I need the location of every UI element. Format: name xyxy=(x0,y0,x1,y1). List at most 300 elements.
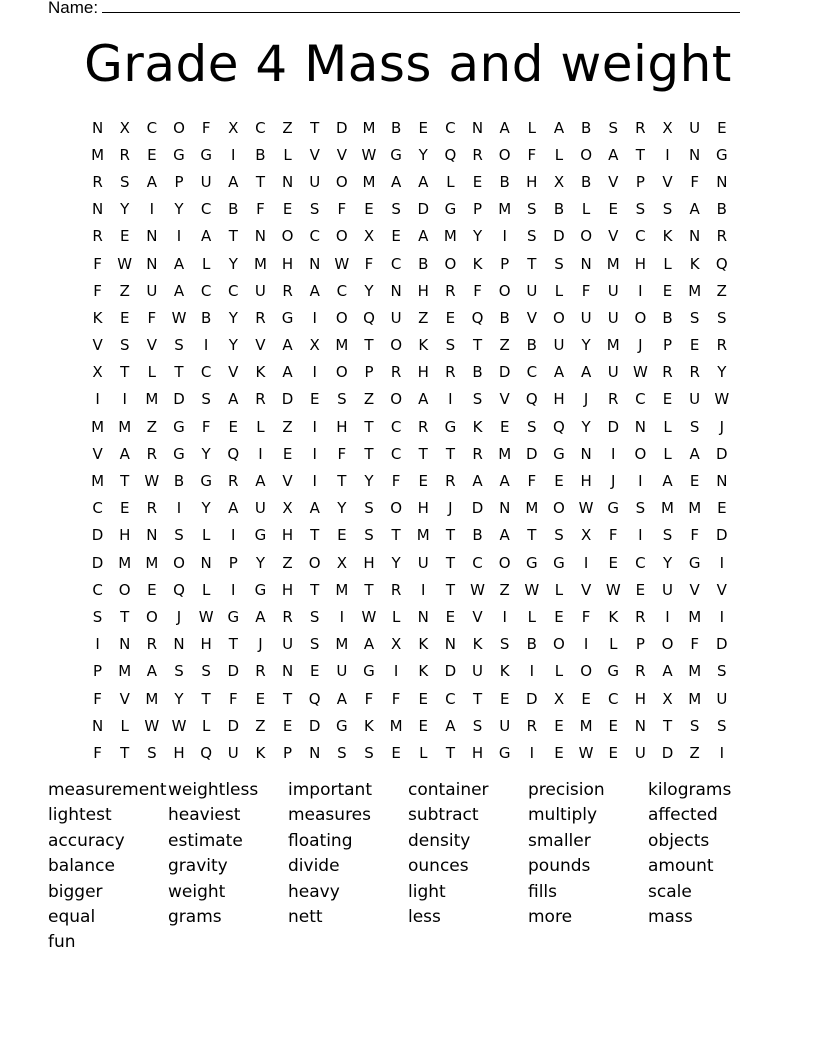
grid-letter: P xyxy=(635,635,645,654)
grid-letter: B xyxy=(200,308,212,327)
grid-letter: I xyxy=(339,607,345,626)
grid-letter: G xyxy=(526,553,538,572)
grid-letter: R xyxy=(472,444,483,463)
grid-letter: L xyxy=(581,200,591,219)
grid-letter: S xyxy=(527,417,537,436)
grid-letter: U xyxy=(336,662,348,681)
grid-letter: G xyxy=(363,662,375,681)
word-list-item: heavy xyxy=(288,881,340,902)
grid-letter: M xyxy=(91,417,105,436)
grid-letter: R xyxy=(635,607,646,626)
grid-letter: W xyxy=(632,363,648,382)
page-title: Grade 4 Mass and weight xyxy=(84,35,732,93)
grid-letter: L xyxy=(527,607,536,626)
grid-letter: A xyxy=(173,254,185,273)
grid-letter: S xyxy=(174,526,184,545)
grid-letter: C xyxy=(200,363,212,382)
grid-letter: R xyxy=(716,227,728,246)
grid-letter: D xyxy=(417,200,430,219)
grid-letter: B xyxy=(418,254,429,273)
grid-letter: T xyxy=(527,526,537,545)
grid-letter: M xyxy=(362,172,376,191)
grid-letter: N xyxy=(309,743,321,762)
grid-letter: Y xyxy=(255,553,265,572)
grid-letter: M xyxy=(335,635,349,654)
grid-letter: R xyxy=(445,472,456,491)
word-list-item: estimate xyxy=(168,830,243,851)
grid-letter: B xyxy=(553,200,565,219)
grid-letter: S xyxy=(527,200,537,219)
grid-letter: Y xyxy=(418,145,428,164)
grid-letter: G xyxy=(607,662,620,681)
grid-letter: O xyxy=(335,308,348,327)
grid-letter: O xyxy=(281,227,294,246)
grid-letter: X xyxy=(228,118,239,137)
grid-letter: B xyxy=(228,200,239,219)
grid-letter: I xyxy=(502,227,507,246)
grid-letter: C xyxy=(309,227,320,246)
grid-letter: O xyxy=(634,444,647,463)
grid-letter: P xyxy=(283,743,293,762)
grid-row xyxy=(84,304,735,331)
grid-letter: I xyxy=(502,607,507,626)
grid-letter: H xyxy=(281,580,294,599)
grid-letter: U xyxy=(689,118,701,137)
grid-letter: G xyxy=(444,417,457,436)
grid-letter: F xyxy=(473,281,482,300)
word-list-item: floating xyxy=(288,830,353,851)
grid-letter: N xyxy=(471,118,484,137)
grid-letter: E xyxy=(391,227,401,246)
grid-letter: U xyxy=(553,336,565,355)
grid-letter: J xyxy=(258,635,263,654)
grid-row xyxy=(84,141,735,168)
grid-letter: Y xyxy=(228,308,238,327)
grid-letter: A xyxy=(580,363,592,382)
grid-letter: U xyxy=(472,662,484,681)
grid-letter: R xyxy=(146,635,158,654)
grid-row xyxy=(84,685,735,712)
grid-letter: I xyxy=(312,308,317,327)
grid-letter: W xyxy=(605,580,621,599)
grid-letter: L xyxy=(201,716,211,735)
grid-letter: E xyxy=(608,743,618,762)
grid-row xyxy=(84,440,735,467)
grid-letter: T xyxy=(310,118,320,137)
grid-letter: C xyxy=(200,200,212,219)
word-list-item: fun xyxy=(48,932,76,953)
grid-letter: L xyxy=(527,118,536,137)
grid-letter: Y xyxy=(717,363,727,382)
grid-letter: S xyxy=(309,635,320,654)
grid-letter: I xyxy=(149,200,155,219)
grid-letter: E xyxy=(119,499,130,518)
grid-letter: N xyxy=(580,444,592,463)
grid-letter: G xyxy=(553,444,565,463)
grid-letter: V xyxy=(608,172,619,191)
grid-row xyxy=(84,467,735,494)
grid-letter: G xyxy=(607,499,620,518)
grid-letter: A xyxy=(255,607,266,626)
grid-letter: E xyxy=(662,281,673,300)
grid-letter: C xyxy=(445,689,456,708)
grid-letter: R xyxy=(282,607,293,626)
grid-letter: Z xyxy=(282,553,293,572)
grid-letter: T xyxy=(445,444,455,463)
grid-letter: C xyxy=(390,417,402,436)
grid-letter: X xyxy=(119,118,130,137)
grid-letter: S xyxy=(445,336,456,355)
grid-letter: Y xyxy=(391,553,401,572)
grid-letter: Q xyxy=(200,743,213,762)
grid-letter: Z xyxy=(689,743,700,762)
grid-letter: X xyxy=(662,689,673,708)
grid-letter: N xyxy=(634,417,646,436)
grid-letter: A xyxy=(228,172,239,191)
grid-letter: I xyxy=(393,662,399,681)
grid-letter: E xyxy=(608,553,618,572)
grid-letter: I xyxy=(448,390,453,409)
grid-letter: O xyxy=(335,227,348,246)
grid-letter: H xyxy=(281,526,294,545)
grid-letter: T xyxy=(527,254,537,273)
word-list-item: subtract xyxy=(408,805,479,826)
grid-letter: O xyxy=(580,145,592,164)
grid-letter: I xyxy=(665,145,670,164)
grid-letter: Y xyxy=(581,417,591,436)
grid-letter: M xyxy=(606,336,620,355)
grid-letter: P xyxy=(663,336,673,355)
grid-letter: R xyxy=(282,281,293,300)
grid-letter: O xyxy=(335,363,348,382)
grid-letter: L xyxy=(201,580,211,599)
grid-letter: M xyxy=(606,254,620,273)
word-list-item: kilograms xyxy=(648,780,732,800)
word-list-item: affected xyxy=(648,805,718,826)
grid-letter: C xyxy=(608,689,619,708)
grid-letter: A xyxy=(173,281,185,300)
grid-letter: N xyxy=(146,254,158,273)
grid-letter: C xyxy=(146,118,158,137)
grid-letter: V xyxy=(92,336,103,355)
grid-letter: Q xyxy=(471,308,484,327)
grid-letter: T xyxy=(635,145,645,164)
grid-letter: N xyxy=(281,172,294,191)
word-search-grid xyxy=(84,114,735,767)
grid-letter: T xyxy=(337,472,347,491)
grid-letter: E xyxy=(418,689,428,708)
grid-letter: A xyxy=(282,336,293,355)
grid-letter: I xyxy=(529,662,535,681)
grid-letter: G xyxy=(553,553,565,572)
grid-letter: E xyxy=(554,472,564,491)
grid-letter: O xyxy=(553,308,565,327)
grid-letter: I xyxy=(176,499,182,518)
grid-letter: S xyxy=(147,743,157,762)
grid-letter: O xyxy=(308,553,321,572)
grid-letter: W xyxy=(524,580,540,599)
grid-letter: J xyxy=(583,390,589,409)
grid-letter: A xyxy=(309,499,320,518)
grid-letter: N xyxy=(689,145,701,164)
grid-letter: A xyxy=(445,716,456,735)
grid-letter: W xyxy=(578,499,594,518)
grid-letter: O xyxy=(118,580,131,599)
grid-letter: D xyxy=(607,417,620,436)
grid-letter: E xyxy=(418,118,428,137)
grid-letter: G xyxy=(336,716,348,735)
word-list-item: equal xyxy=(48,906,96,927)
grid-letter: Z xyxy=(146,417,157,436)
word-list-item: less xyxy=(408,906,441,927)
grid-letter: E xyxy=(147,580,157,599)
word-list-item: balance xyxy=(48,856,115,877)
grid-letter: M xyxy=(91,472,105,491)
grid-letter: M xyxy=(688,662,702,681)
grid-letter: B xyxy=(716,200,727,219)
grid-letter: L xyxy=(554,580,564,599)
grid-letter: M xyxy=(145,553,159,572)
grid-letter: L xyxy=(663,444,672,463)
grid-letter: F xyxy=(581,607,591,626)
grid-letter: J xyxy=(448,499,453,518)
grid-letter: W xyxy=(714,390,730,409)
grid-letter: R xyxy=(146,444,158,463)
grid-letter: F xyxy=(690,635,699,654)
grid-letter: L xyxy=(201,526,211,545)
word-list-item: divide xyxy=(288,856,340,877)
grid-row xyxy=(84,413,735,440)
grid-letter: E xyxy=(554,716,564,735)
grid-letter: S xyxy=(119,336,130,355)
grid-row xyxy=(84,277,735,304)
grid-letter: U xyxy=(146,281,158,300)
grid-letter: H xyxy=(634,254,647,273)
grid-letter: S xyxy=(391,200,401,219)
grid-letter: G xyxy=(254,580,267,599)
grid-letter: E xyxy=(445,607,456,626)
grid-letter: F xyxy=(228,689,238,708)
grid-letter: D xyxy=(661,743,674,762)
grid-letter: T xyxy=(120,472,130,491)
grid-row xyxy=(84,549,735,576)
grid-letter: I xyxy=(611,444,616,463)
grid-letter: I xyxy=(529,743,535,762)
grid-letter: G xyxy=(715,145,728,164)
grid-letter: M xyxy=(118,417,132,436)
grid-letter: E xyxy=(309,662,320,681)
grid-letter: Y xyxy=(201,444,211,463)
grid-letter: Y xyxy=(337,499,347,518)
grid-letter: Y xyxy=(364,281,374,300)
grid-letter: A xyxy=(255,472,266,491)
grid-letter: T xyxy=(120,743,130,762)
grid-letter: N xyxy=(716,472,728,491)
grid-letter: V xyxy=(526,308,537,327)
grid-letter: E xyxy=(717,499,727,518)
grid-letter: Y xyxy=(174,689,184,708)
word-list-item: more xyxy=(528,906,573,927)
grid-letter: T xyxy=(391,526,401,545)
grid-letter: Z xyxy=(282,417,293,436)
grid-letter: F xyxy=(256,200,265,219)
grid-letter: P xyxy=(364,363,374,382)
grid-letter: E xyxy=(337,526,347,545)
grid-letter: I xyxy=(719,743,725,762)
grid-letter: X xyxy=(553,172,565,191)
grid-letter: L xyxy=(201,254,211,273)
grid-letter: K xyxy=(255,743,266,762)
grid-row xyxy=(84,196,735,223)
grid-letter: E xyxy=(689,472,700,491)
grid-letter: X xyxy=(662,118,673,137)
grid-letter: D xyxy=(227,662,240,681)
grid-letter: L xyxy=(554,145,564,164)
grid-row xyxy=(84,658,735,685)
grid-letter: Z xyxy=(499,336,510,355)
grid-letter: V xyxy=(146,336,157,355)
grid-letter: V xyxy=(689,580,700,599)
grid-letter: D xyxy=(716,444,728,463)
grid-letter: S xyxy=(119,172,130,191)
grid-row xyxy=(84,223,735,250)
grid-letter: T xyxy=(120,363,130,382)
word-list-item: fills xyxy=(528,881,558,902)
name-blank-line xyxy=(102,0,740,13)
grid-letter: U xyxy=(607,308,619,327)
word-list-item: bigger xyxy=(48,881,103,902)
grid-letter: X xyxy=(580,526,592,545)
grid-letter: I xyxy=(719,553,725,572)
grid-letter: Y xyxy=(120,200,130,219)
grid-letter: L xyxy=(554,662,564,681)
grid-letter: L xyxy=(609,635,618,654)
grid-letter: M xyxy=(389,716,403,735)
grid-letter: O xyxy=(498,553,511,572)
grid-letter: I xyxy=(95,390,100,409)
name-label: Name: xyxy=(48,0,99,17)
grid-letter: V xyxy=(309,145,320,164)
grid-letter: S xyxy=(309,607,320,626)
grid-letter: R xyxy=(526,716,538,735)
grid-letter: S xyxy=(717,308,727,327)
grid-letter: F xyxy=(581,281,591,300)
word-list-item: ounces xyxy=(408,856,469,877)
grid-letter: M xyxy=(335,336,349,355)
grid-letter: F xyxy=(527,472,537,491)
grid-letter: N xyxy=(390,281,402,300)
grid-letter: O xyxy=(498,281,511,300)
grid-letter: S xyxy=(717,716,727,735)
grid-letter: D xyxy=(308,716,321,735)
grid-letter: G xyxy=(200,145,212,164)
grid-letter: C xyxy=(255,118,266,137)
word-list-item: mass xyxy=(648,906,693,927)
grid-letter: Q xyxy=(363,308,375,327)
grid-letter: X xyxy=(336,553,347,572)
grid-letter: E xyxy=(282,200,293,219)
grid-letter: T xyxy=(310,580,320,599)
grid-row xyxy=(84,631,735,658)
grid-letter: G xyxy=(200,472,212,491)
grid-letter: E xyxy=(662,390,673,409)
grid-letter: P xyxy=(174,172,184,191)
grid-letter: L xyxy=(419,743,428,762)
grid-letter: M xyxy=(443,227,457,246)
grid-letter: L xyxy=(663,254,672,273)
grid-letter: X xyxy=(92,363,103,382)
grid-letter: G xyxy=(173,145,185,164)
grid-letter: N xyxy=(91,716,104,735)
grid-letter: F xyxy=(608,526,618,545)
grid-letter: A xyxy=(418,172,429,191)
grid-letter: P xyxy=(500,254,510,273)
grid-letter: E xyxy=(119,308,130,327)
grid-letter: G xyxy=(498,743,511,762)
grid-letter: B xyxy=(173,472,185,491)
grid-letter: B xyxy=(580,118,592,137)
grid-letter: E xyxy=(445,308,456,327)
grid-letter: S xyxy=(174,336,184,355)
grid-letter: P xyxy=(473,200,483,219)
grid-letter: D xyxy=(173,390,185,409)
grid-letter: U xyxy=(499,716,511,735)
grid-letter: D xyxy=(227,716,240,735)
grid-letter: G xyxy=(173,444,185,463)
grid-letter: Y xyxy=(228,336,238,355)
grid-letter: V xyxy=(92,444,103,463)
grid-letter: C xyxy=(228,281,239,300)
grid-letter: A xyxy=(146,172,157,191)
grid-letter: H xyxy=(417,281,429,300)
grid-row xyxy=(84,495,735,522)
word-list-item: objects xyxy=(648,830,710,851)
grid-letter: T xyxy=(282,689,293,708)
grid-letter: H xyxy=(363,553,375,572)
word-list-item: gravity xyxy=(168,856,228,877)
grid-letter: I xyxy=(312,444,317,463)
grid-letter: F xyxy=(690,172,699,191)
grid-letter: U xyxy=(662,580,674,599)
grid-letter: C xyxy=(635,390,646,409)
grid-letter: T xyxy=(310,526,320,545)
grid-letter: E xyxy=(499,689,510,708)
grid-letter: F xyxy=(201,417,211,436)
grid-letter: M xyxy=(91,145,105,164)
grid-letter: I xyxy=(203,336,209,355)
grid-letter: F xyxy=(201,118,211,137)
grid-letter: I xyxy=(638,281,643,300)
grid-letter: B xyxy=(255,145,266,164)
grid-letter: I xyxy=(231,580,236,599)
grid-letter: W xyxy=(470,580,485,599)
grid-letter: Q xyxy=(553,417,565,436)
grid-letter: M xyxy=(416,526,430,545)
grid-letter: W xyxy=(144,472,160,491)
grid-letter: S xyxy=(554,526,564,545)
grid-letter: S xyxy=(662,200,673,219)
grid-letter: W xyxy=(198,607,214,626)
grid-letter: F xyxy=(337,444,347,463)
grid-letter: O xyxy=(145,607,158,626)
word-list-item: grams xyxy=(168,906,222,927)
grid-letter: U xyxy=(309,172,321,191)
grid-letter: T xyxy=(445,580,455,599)
grid-letter: H xyxy=(580,472,592,491)
grid-letter: E xyxy=(147,145,157,164)
grid-letter: Q xyxy=(444,145,457,164)
grid-letter: B xyxy=(499,308,510,327)
